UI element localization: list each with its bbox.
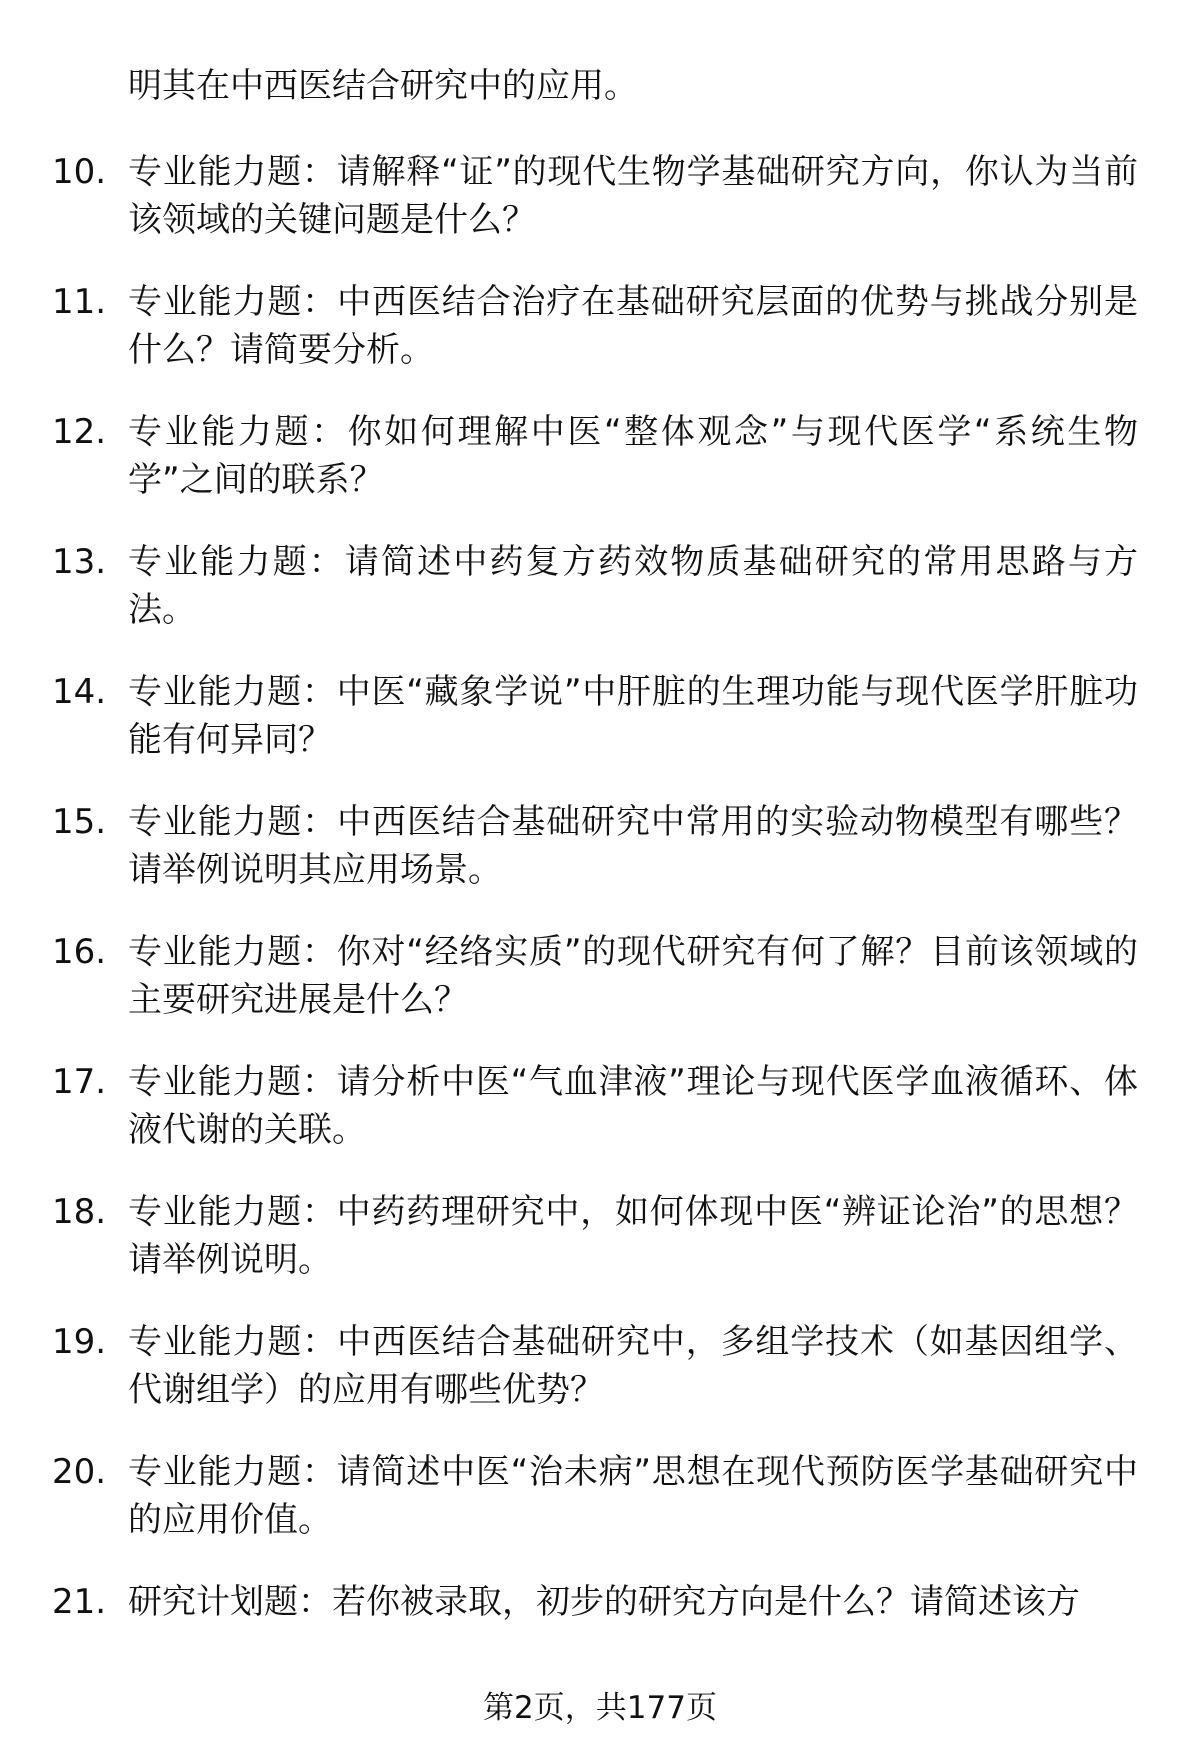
question-text: 专业能力题：中西医结合治疗在基础研究层面的优势与挑战分别是什么？请简要分析。 [128,282,1138,370]
question-text: 专业能力题：你如何理解中医“整体观念”与现代医学“系统生物学”之间的联系？ [128,412,1138,500]
question-number: 11. [52,282,107,322]
question-text: 研究计划题：若你被录取，初步的研究方向是什么？请简述该方 [128,1582,1080,1622]
question-item [0,148,1200,278]
question-text: 专业能力题：你对“经络实质”的现代研究有何了解？目前该领域的主要研究进展是什么？ [128,932,1138,1020]
question-number: 15. [52,802,107,842]
question-number: 10. [52,152,107,192]
question-text: 专业能力题：请简述中医“治未病”思想在现代预防医学基础研究中的应用价值。 [128,1452,1138,1540]
question-list [0,148,1200,1708]
question-item [0,928,1200,1058]
question-text: 专业能力题：请分析中医“气血津液”理论与现代医学血液循环、体液代谢的关联。 [128,1062,1138,1150]
question-item [0,668,1200,798]
question-item [0,1318,1200,1448]
question-text: 专业能力题：中药药理研究中，如何体现中医“辨证论治”的思想？请举例说明。 [128,1192,1138,1280]
question-number: 21. [52,1582,107,1622]
question-item [0,278,1200,408]
question-text: 专业能力题：请简述中药复方药效物质基础研究的常用思路与方法。 [128,542,1138,630]
question-text: 专业能力题：中西医结合基础研究中常用的实验动物模型有哪些？请举例说明其应用场景。 [128,802,1138,890]
question-item [0,538,1200,668]
question-number: 17. [52,1062,107,1102]
question-item [0,408,1200,538]
question-number: 16. [52,932,107,972]
question-item [0,1448,1200,1578]
question-text: 专业能力题：中西医结合基础研究中，多组学技术（如基因组学、代谢组学）的应用有哪些优势？ [128,1322,1138,1410]
question-text: 专业能力题：中医“藏象学说”中肝脏的生理功能与现代医学肝脏功能有何异同？ [128,672,1138,760]
question-number: 18. [52,1192,107,1232]
question-number: 20. [52,1452,107,1492]
question-number: 13. [52,542,107,582]
question-number: 14. [52,672,107,712]
continuation-text: 明其在中西医结合研究中的应用。 [128,66,638,106]
question-item [0,1188,1200,1318]
page-number-footer: 第2页，共177页 [483,1690,717,1726]
question-item [0,1058,1200,1188]
question-number: 19. [52,1322,107,1362]
question-item [0,798,1200,928]
question-number: 12. [52,412,107,452]
question-text: 专业能力题：请解释“证”的现代生物学基础研究方向，你认为当前该领域的关键问题是什么？ [128,152,1138,240]
